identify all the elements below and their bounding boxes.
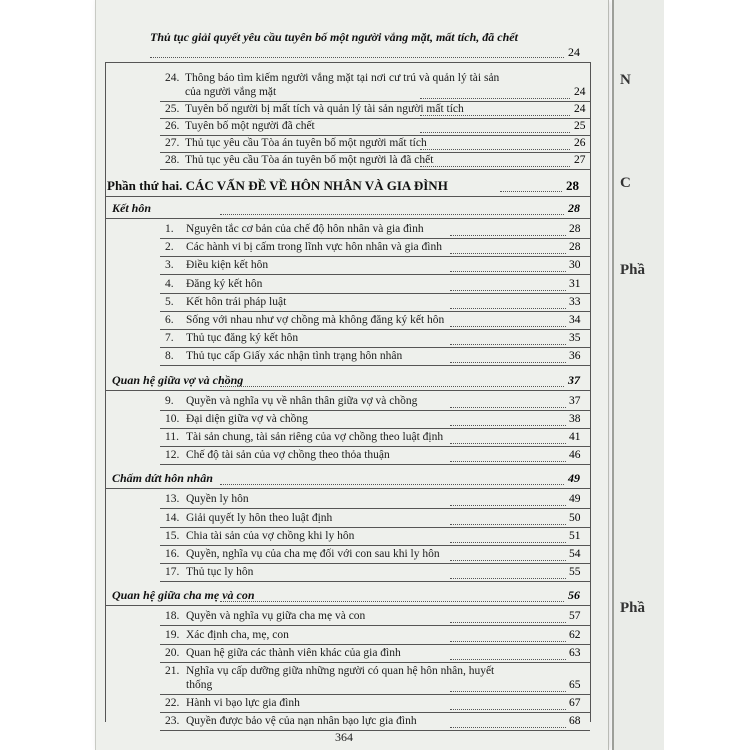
leader-dots <box>420 98 570 99</box>
toc-page-ref: 27 <box>574 154 586 166</box>
rule-line <box>105 218 590 219</box>
rule-line <box>160 712 590 713</box>
toc-page-ref: 26 <box>574 137 586 149</box>
rule-line <box>160 118 590 119</box>
toc-page-ref: 57 <box>569 610 581 623</box>
leader-dots <box>450 308 566 309</box>
leader-dots <box>450 727 566 728</box>
rule-line <box>160 293 590 294</box>
leader-dots <box>450 425 566 426</box>
leader-dots <box>450 542 566 543</box>
leader-dots <box>450 253 566 254</box>
leader-dots <box>450 578 566 579</box>
section-title: Quan hệ giữa vợ và chồng <box>112 372 244 387</box>
toc-item-number: 15. <box>165 529 180 542</box>
rule-line <box>160 256 590 257</box>
rule-line <box>160 446 590 447</box>
toc-page-ref: 35 <box>569 332 581 345</box>
toc-item-number: 27. <box>165 137 180 149</box>
toc-item-text: Tài sản chung, tài sản riêng của vợ chồng theo luật định <box>186 431 444 443</box>
toc-item-text: Nguyên tắc cơ bản của chế độ hôn nhân và gia đình <box>186 223 424 235</box>
toc-item-number: 2. <box>165 241 174 254</box>
section-page-ref: 49 <box>568 471 580 486</box>
leader-dots <box>450 271 566 272</box>
leader-dots <box>450 344 566 345</box>
rule-line <box>160 563 590 564</box>
toc-page-ref: 24 <box>568 45 580 59</box>
toc-item-number: 19. <box>165 628 180 641</box>
rule-line <box>160 662 590 663</box>
leader-dots <box>450 505 566 506</box>
toc-item-number: 6. <box>165 314 174 326</box>
toc-item-text: Thủ tục yêu cầu Tòa án tuyên bố một người mất tích <box>185 137 427 149</box>
toc-item-text: Thông báo tìm kiếm người vắng mặt tại nơi cư trú và quản lý tài sản <box>185 72 500 84</box>
frame-line <box>105 62 106 722</box>
toc-page-ref: 28 <box>569 223 581 235</box>
toc-item-text: thống <box>186 679 213 691</box>
rule-line <box>160 329 590 330</box>
section-title: Chấm dứt hôn nhân <box>112 471 213 486</box>
rule-line <box>160 274 590 275</box>
rule-line <box>105 390 590 391</box>
toc-item-text: Sống với nhau như vợ chồng mà không đăng ký kết hôn <box>186 314 445 326</box>
leader-dots <box>450 622 566 623</box>
toc-page-ref: 36 <box>569 350 581 363</box>
toc-page-ref: 28 <box>569 241 581 254</box>
toc-item-text: Đăng ký kết hôn <box>186 277 263 290</box>
rule-line <box>160 694 590 695</box>
leader-dots <box>420 115 570 116</box>
leader-dots <box>420 132 570 133</box>
toc-item-text: Tuyên bố một người đã chết <box>185 120 315 132</box>
leader-dots <box>220 386 564 387</box>
rule-line <box>160 730 590 731</box>
toc-page-ref: 65 <box>569 679 581 691</box>
section-title: Kết hôn <box>112 201 152 215</box>
toc-page-ref: 49 <box>569 493 581 506</box>
rule-line <box>160 365 590 366</box>
leader-dots <box>220 484 564 485</box>
leader-dots <box>420 149 570 150</box>
toc-page-ref: 33 <box>569 295 581 308</box>
rule-line <box>160 644 590 645</box>
section-page-ref: 37 <box>568 372 580 387</box>
toc-item-text: Quan hệ giữa các thành viên khác của gia đình <box>186 646 401 659</box>
rule-line <box>160 464 590 465</box>
rule-line <box>160 581 590 582</box>
toc-page-ref: 67 <box>569 697 581 710</box>
toc-page-ref: 54 <box>569 548 581 560</box>
leader-dots <box>450 326 566 327</box>
leader-dots <box>220 214 564 215</box>
leader-dots <box>450 560 566 561</box>
leader-dots <box>450 709 566 710</box>
toc-item-text: Thủ tục yêu cầu Tòa án tuyên bố một người là đã chết <box>185 154 434 166</box>
toc-item-number: 1. <box>165 223 174 235</box>
rule-line <box>160 347 590 348</box>
toc-item-number: 12. <box>165 449 180 462</box>
leader-dots <box>150 57 564 58</box>
toc-page-ref: 63 <box>569 646 581 659</box>
toc-page-ref: 25 <box>574 120 586 132</box>
part-title: Phần thứ hai. CÁC VẤN ĐỀ VỀ HÔN NHÂN VÀ GIA ĐÌNH <box>107 178 448 193</box>
toc-page-ref: 51 <box>569 529 581 542</box>
toc-item-text: Quyền, nghĩa vụ của cha mẹ đối với con sau khi ly hôn <box>186 548 440 560</box>
toc-page-ref: 34 <box>569 314 581 326</box>
toc-item-text: Quyền và nghĩa vụ về nhân thân giữa vợ và chồng <box>186 394 418 407</box>
toc-header-title: Thủ tục giải quyết yêu cầu tuyên bố một người vắng mặt, mất tích, đã chết <box>150 30 518 44</box>
leader-dots <box>450 641 566 642</box>
toc-page-ref: 62 <box>569 628 581 641</box>
toc-item-text: Giải quyết ly hôn theo luật định <box>186 511 333 524</box>
toc-item-number: 10. <box>165 412 180 425</box>
toc-page-ref: 41 <box>569 431 581 443</box>
toc-item-text: Kết hôn trái pháp luật <box>186 295 287 308</box>
toc-page-ref: 38 <box>569 412 581 425</box>
toc-item-number: 28. <box>165 154 180 166</box>
leader-dots <box>450 443 566 444</box>
toc-item-number: 23. <box>165 715 180 728</box>
toc-item-number: 9. <box>165 394 174 407</box>
rule-line <box>160 428 590 429</box>
toc-item-number: 24. <box>165 72 180 84</box>
leader-dots <box>450 461 566 462</box>
toc-item-number: 4. <box>165 277 174 290</box>
leader-dots <box>450 691 566 692</box>
toc-item-text: Quyền ly hôn <box>186 493 249 506</box>
toc-item-text: Các hành vi bị cấm trong lĩnh vực hôn nhân và gia đình <box>186 241 442 254</box>
toc-item-number: 20. <box>165 646 180 659</box>
toc-item-number: 18. <box>165 610 180 623</box>
toc-item-number: 17. <box>165 566 180 579</box>
toc-page-ref: 68 <box>569 715 581 728</box>
toc-item-text: Quyền được bảo vệ của nạn nhân bạo lực gia đình <box>186 715 417 728</box>
rule-line <box>105 62 590 63</box>
rule-line <box>160 508 590 509</box>
toc-item-text: Đại diện giữa vợ và chồng <box>186 412 308 425</box>
facing-page <box>612 0 664 750</box>
leader-dots <box>500 191 562 192</box>
toc-item-number: 8. <box>165 350 174 363</box>
toc-item-text: Điều kiện kết hôn <box>186 259 269 272</box>
facing-fragment: Phầ <box>620 262 646 278</box>
toc-item-text: Tuyên bố người bị mất tích và quản lý tài sản người mất tích <box>185 103 464 115</box>
toc-item-text: Nghĩa vụ cấp dưỡng giữa những người có quan hệ hôn nhân, huyết <box>186 665 495 677</box>
toc-item-number: 22. <box>165 697 180 710</box>
toc-item-number: 25. <box>165 103 180 115</box>
facing-fragment: N <box>620 72 631 88</box>
leader-dots <box>450 290 566 291</box>
toc-page-ref: 30 <box>569 259 581 272</box>
toc-page-ref: 50 <box>569 511 581 524</box>
leader-dots <box>450 524 566 525</box>
rule-line <box>160 152 590 153</box>
toc-item-text: Chia tài sản của vợ chồng khi ly hôn <box>186 529 355 542</box>
toc-item-text: Thủ tục ly hôn <box>186 566 254 579</box>
facing-fragment: Phầ <box>620 600 646 616</box>
toc-item-text: Chế độ tài sản của vợ chồng theo thỏa thuận <box>186 449 390 462</box>
rule-line <box>160 135 590 136</box>
toc-item-number: 7. <box>165 332 174 345</box>
toc-item-number: 16. <box>165 548 180 560</box>
toc-page-ref: 37 <box>569 394 581 407</box>
leader-dots <box>450 407 566 408</box>
section-page-ref: 56 <box>568 588 580 603</box>
toc-item-number: 14. <box>165 511 180 524</box>
rule-line <box>160 238 590 239</box>
rule-line <box>160 625 590 626</box>
toc-item-text: của người vắng mặt <box>185 86 277 98</box>
toc-item-number: 26. <box>165 120 180 132</box>
toc-page-ref: 24 <box>574 103 586 115</box>
rule-line <box>160 410 590 411</box>
rule-line <box>160 545 590 546</box>
toc-item-text: Quyền và nghĩa vụ giữa cha mẹ và con <box>186 610 366 623</box>
rule-line <box>160 311 590 312</box>
toc-page-ref: 31 <box>569 277 581 290</box>
toc-item-number: 21. <box>165 665 180 677</box>
leader-dots <box>420 166 570 167</box>
toc-item-number: 5. <box>165 295 174 308</box>
rule-line <box>105 605 590 606</box>
toc-item-text: Thủ tục đăng ký kết hôn <box>186 332 299 345</box>
rule-line <box>160 169 590 170</box>
frame-line <box>590 62 591 722</box>
part-page-ref: 28 <box>566 178 579 193</box>
toc-page-ref: 24 <box>574 86 586 98</box>
toc-item-number: 13. <box>165 493 180 506</box>
page-number: 364 <box>335 730 353 744</box>
leader-dots <box>220 601 564 602</box>
rule-line <box>160 101 590 102</box>
rule-line <box>105 196 590 197</box>
toc-page-ref: 46 <box>569 449 581 462</box>
facing-fragment: C <box>620 175 631 191</box>
toc-item-text: Hành vi bạo lực gia đình <box>186 697 300 710</box>
toc-item-text: Thủ tục cấp Giấy xác nhận tình trạng hôn nhân <box>186 350 403 363</box>
toc-item-number: 3. <box>165 259 174 272</box>
leader-dots <box>450 659 566 660</box>
toc-item-number: 11. <box>165 431 179 443</box>
rule-line <box>160 527 590 528</box>
rule-line <box>105 488 590 489</box>
toc-page-ref: 55 <box>569 566 581 579</box>
toc-item-text: Xác định cha, mẹ, con <box>186 628 289 641</box>
section-page-ref: 28 <box>568 201 580 215</box>
leader-dots <box>450 362 566 363</box>
leader-dots <box>450 235 566 236</box>
section-title: Quan hệ giữa cha mẹ và con <box>112 588 255 603</box>
